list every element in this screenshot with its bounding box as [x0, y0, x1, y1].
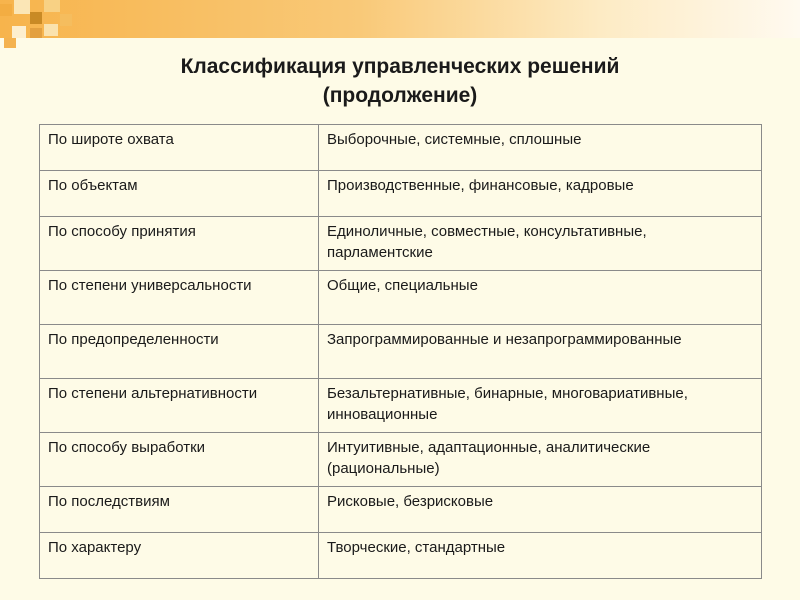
types-cell: Единоличные, совместные, консультативные, парламентские — [319, 217, 762, 271]
table-row — [40, 271, 762, 325]
table-row — [40, 533, 762, 579]
decorative-square — [30, 12, 42, 24]
classification-table — [39, 124, 762, 579]
criterion-cell: По способу принятия — [40, 217, 319, 271]
criterion-cell: По последствиям — [40, 487, 319, 533]
decorative-square — [0, 4, 12, 16]
table-row — [40, 217, 762, 271]
types-cell: Запрограммированные и незапрограммированные — [319, 325, 762, 379]
decorative-square — [12, 26, 26, 38]
decorative-square — [30, 28, 42, 38]
table-row — [40, 125, 762, 171]
types-cell: Производственные, финансовые, кадровые — [319, 171, 762, 217]
criterion-cell: По широте охвата — [40, 125, 319, 171]
decorative-square — [60, 14, 72, 26]
criterion-cell: По способу выработки — [40, 433, 319, 487]
types-cell: Рисковые, безрисковые — [319, 487, 762, 533]
table-row — [40, 487, 762, 533]
slide-title — [0, 52, 800, 110]
slide-title-line-1: Классификация управленческих решений — [180, 55, 620, 78]
criterion-cell: По характеру — [40, 533, 319, 579]
decorative-square — [14, 0, 30, 14]
slide-title-line-2: (продолжение) — [322, 84, 478, 107]
table-row — [40, 171, 762, 217]
types-cell: Выборочные, системные, сплошные — [319, 125, 762, 171]
types-cell: Творческие, стандартные — [319, 533, 762, 579]
criterion-cell: По объектам — [40, 171, 319, 217]
decorative-square — [44, 0, 60, 12]
table-row — [40, 325, 762, 379]
table-row — [40, 433, 762, 487]
table-row — [40, 379, 762, 433]
criterion-cell: По степени альтернативности — [40, 379, 319, 433]
criterion-cell: По степени универсальности — [40, 271, 319, 325]
decorative-square — [44, 24, 58, 36]
types-cell: Интуитивные, адаптационные, аналитические (рациональные) — [319, 433, 762, 487]
decorative-square — [4, 38, 16, 48]
types-cell: Общие, специальные — [319, 271, 762, 325]
decorative-top-bar — [0, 0, 800, 38]
types-cell: Безальтернативные, бинарные, многовариативные, инновационные — [319, 379, 762, 433]
criterion-cell: По предопределенности — [40, 325, 319, 379]
